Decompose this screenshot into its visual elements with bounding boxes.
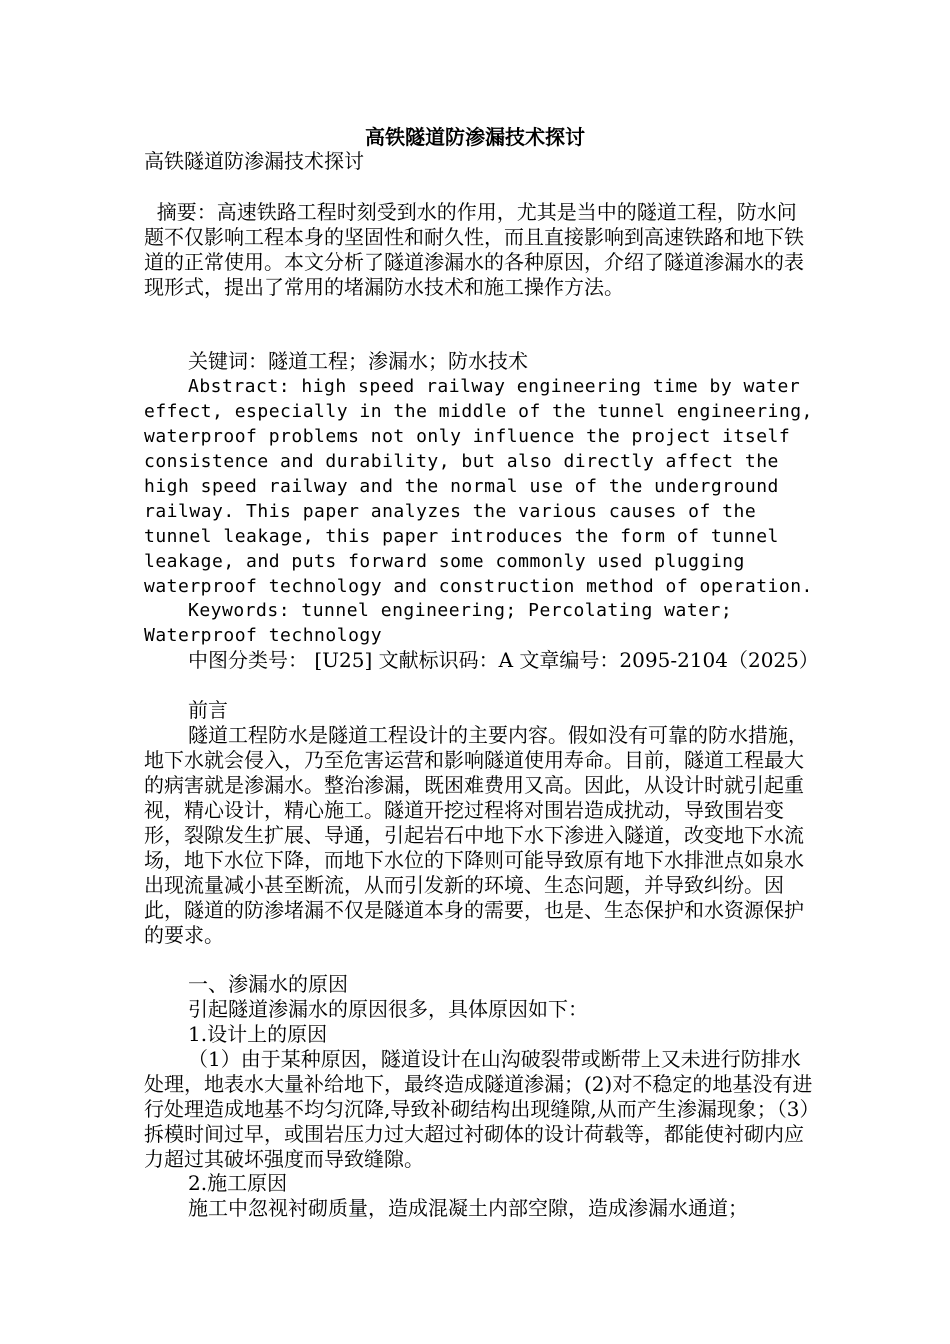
- keywords-english: Keywords: tunnel engineering; Percolating water; Waterproof technology: [144, 600, 744, 646]
- document-subtitle: 高铁隧道防渗漏技术探讨: [144, 149, 364, 173]
- subsection-2-heading: 2.施工原因: [188, 1171, 288, 1195]
- abstract-english: Abstract: high speed railway engineering time by water effect, especially in the middle of the tunnel engineering, waterproof problems not only influence the project itself consistence and durability, but also directly affect the high speed railway and the normal use of the underground railway. This paper analyzes the various causes of the tunnel leakage, this paper introduces the form of tunnel leakage, and puts forward some commonly used plugging waterproof technology and construction method of operation.: [144, 376, 825, 597]
- preface-heading: 前言: [188, 698, 228, 722]
- subsection-1-paragraph: （1）由于某种原因，隧道设计在山沟破裂带或断带上又未进行防排水处理，地表水大量补给地下，最终造成隧道渗漏；(2)对不稳定的地基没有进行处理造成地基不均匀沉降,导致补砌结构出现缝隙,从而产生渗漏现象；（3）拆模时间过早，或围岩压力过大超过衬砌体的设计荷载等，都能使衬砌内应力超过其破坏强度而导致缝隙。: [144, 1047, 813, 1171]
- subsection-2-paragraph: 施工中忽视衬砌质量，造成混凝土内部空隙，造成渗漏水通道；: [188, 1196, 748, 1220]
- keywords-chinese: 关键词：隧道工程；渗漏水；防水技术: [188, 349, 528, 373]
- document-title: 高铁隧道防渗漏技术探讨: [365, 125, 585, 149]
- subsection-1-heading: 1.设计上的原因: [188, 1022, 328, 1046]
- section-1-intro: 引起隧道渗漏水的原因很多，具体原因如下：: [188, 997, 588, 1021]
- classification-info: 中图分类号： [U25] 文献标识码：A 文章编号：2095-2104（2025）: [188, 648, 819, 672]
- section-1-heading: 一、渗漏水的原因: [188, 972, 348, 996]
- abstract-chinese: 摘要：高速铁路工程时刻受到水的作用，尤其是当中的隧道工程，防水问题不仅影响工程本身的坚固性和耐久性，而且直接影响到高速铁路和地下铁道的正常使用。本文分析了隧道渗漏水的各种原因，介绍了隧道渗漏水的表现形式，提出了常用的堵漏防水技术和施工操作方法。: [144, 200, 804, 299]
- preface-paragraph: 隧道工程防水是隧道工程设计的主要内容。假如没有可靠的防水措施，地下水就会侵入，乃至危害运营和影响隧道使用寿命。目前，隧道工程最大的病害就是渗漏水。整治渗漏，既困难费用又高。因此，从设计时就引起重视，精心设计，精心施工。隧道开挖过程将对围岩造成扰动，导致围岩变形，裂隙发生扩展、导通，引起岩石中地下水下渗进入隧道，改变地下水流场，地下水位下降，而地下水位的下降则可能导致原有地下水排泄点如泉水出现流量减小甚至断流，从而引发新的环境、生态问题，并导致纠纷。因此，隧道的防渗堵漏不仅是隧道本身的需要，也是、生态保护和水资源保护的要求。: [144, 723, 808, 947]
